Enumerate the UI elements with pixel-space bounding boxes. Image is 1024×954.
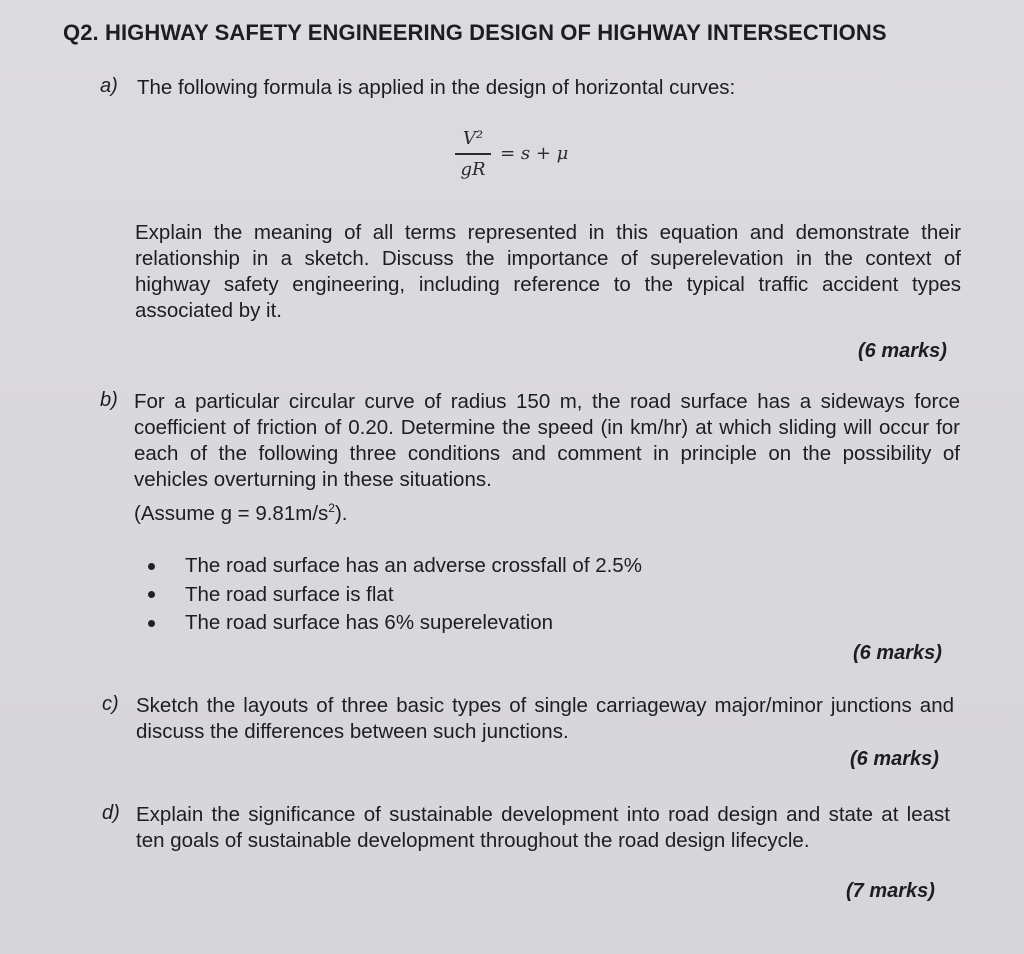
bullet-icon (148, 563, 155, 570)
list-item-text: The road surface is flat (185, 582, 394, 606)
assumption-text: (Assume g = 9.81m/s (134, 501, 329, 525)
part-c-marks: (6 marks) (850, 748, 939, 770)
part-a-intro: The following formula is applied in the design of horizontal curves: (137, 76, 736, 99)
part-c-letter: c) (102, 693, 119, 715)
assumption-superscript: 2 (328, 501, 335, 515)
list-item (140, 609, 642, 638)
fraction-bar (455, 153, 491, 155)
part-b-marks: (6 marks) (853, 642, 942, 664)
part-d-marks: (7 marks) (846, 880, 935, 902)
list-item-text: The road surface has 6% superelevation (185, 611, 554, 635)
part-c-text: Sketch the layouts of three basic types of single carriageway major/minor junctions and discuss the differences between such junctions. (136, 694, 954, 743)
assumption-end: ). (334, 501, 348, 525)
bullet-icon (148, 620, 155, 627)
part-b-text: For a particular circular curve of radius 150 m, the road surface has a sideways force coefficient of friction of 0.20. Determine the speed (in km/hr) at which sliding will occur for each of the following three conditions and comment in principle on the possibility of vehicles overturning in these situations. (134, 390, 960, 491)
part-a-text: Explain the meaning of all terms represented in this equation and demonstrate their relationship in a sketch. Discuss the importance of superelevation in the context of highway safety engineering, including reference to the typical traffic accident types associated by it. (135, 221, 961, 322)
list-item (140, 581, 642, 610)
list-item-text: The road surface has an adverse crossfall of 2.5% (185, 554, 642, 578)
question-title: Q2. HIGHWAY SAFETY ENGINEERING DESIGN OF HIGHWAY INTERSECTIONS (63, 20, 887, 45)
bullet-icon (148, 591, 155, 598)
part-a-letter: a) (100, 75, 118, 97)
part-b-letter: b) (100, 389, 118, 411)
curve-formula (455, 128, 568, 180)
formula-rhs: = s + μ (500, 143, 569, 165)
part-d-letter: d) (102, 802, 120, 824)
part-b-assumption (134, 495, 534, 527)
formula-denominator: gR (460, 158, 486, 180)
formula-fraction (455, 128, 491, 180)
part-d-text: Explain the significance of sustainable development into road design and state at least ten goals of sustainable development throughout the road design lifecycle. (136, 803, 950, 852)
part-a-marks: (6 marks) (858, 340, 947, 362)
conditions-list (140, 552, 642, 638)
formula-numerator: V² (462, 128, 484, 149)
list-item (140, 552, 642, 581)
